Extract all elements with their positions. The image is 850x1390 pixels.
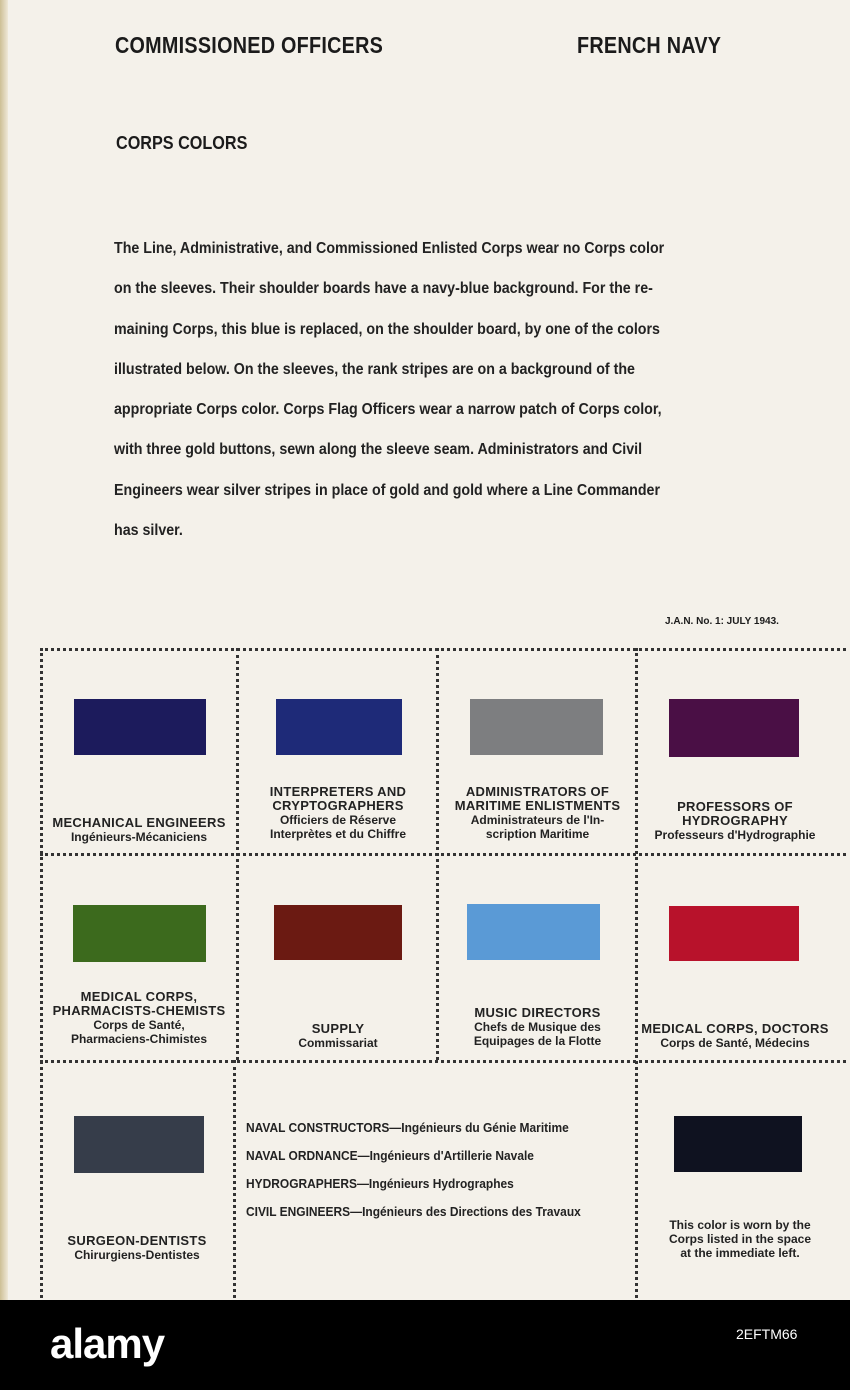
grid-line: [233, 1060, 236, 1298]
label-fr: Professeurs d'Hydrographie: [654, 828, 816, 842]
color-swatch-administrators: [470, 699, 603, 755]
intro-paragraph: [114, 229, 737, 551]
label-en: MEDICAL CORPS,: [80, 989, 198, 1004]
label-fr: Equipages de la Flotte: [473, 1034, 602, 1048]
label-professors-hydrography: [640, 800, 830, 842]
page-title-left: COMMISSIONED OFFICERS: [115, 32, 384, 58]
label-en: SUPPLY: [311, 1021, 365, 1036]
label-fr: Pharmaciens-Chimistes: [70, 1032, 208, 1046]
grid-line: [40, 648, 846, 651]
intro-line: Engineers wear silver stripes in place of gold and gold where a Line Commander: [114, 481, 661, 499]
label-en: MEDICAL CORPS, DOCTORS: [641, 1021, 829, 1036]
section-title: CORPS COLORS: [116, 133, 248, 153]
label-mechanical-engineers: [44, 816, 234, 844]
label-fr: Corps de Santé,: [93, 1018, 185, 1032]
label-en: PROFESSORS OF: [677, 799, 793, 814]
label-pharmacists: [42, 990, 236, 1046]
label-en: ADMINISTRATORS OF: [465, 784, 610, 799]
color-swatch-pharmacists: [73, 905, 206, 962]
watermark-footer: [0, 1300, 850, 1390]
color-swatch-surgeon-dentists: [74, 1116, 204, 1173]
color-swatch-interpreters: [276, 699, 402, 755]
color-swatch-doctors: [669, 906, 799, 961]
color-swatch-engineering-corps: [674, 1116, 802, 1172]
note-line: This color is worn by the: [669, 1218, 811, 1232]
label-fr: Chefs de Musique des: [474, 1020, 601, 1034]
stock-id: 2EFTM66: [736, 1326, 798, 1342]
grid-line: [635, 648, 638, 1298]
label-music-directors: [440, 1006, 635, 1048]
list-item: CIVIL ENGINEERS—Ingénieurs des Directions des Travaux: [246, 1204, 581, 1219]
corps-list: [246, 1114, 581, 1226]
list-item: NAVAL CONSTRUCTORS—Ingénieurs du Génie Maritime: [246, 1120, 569, 1135]
label-en: PHARMACISTS-CHEMISTS: [52, 1003, 226, 1018]
color-swatch-music-directors: [467, 904, 600, 960]
label-en: MECHANICAL ENGINEERS: [52, 815, 226, 830]
label-fr: Chirurgiens-Dentistes: [74, 1248, 200, 1262]
label-interpreters: [240, 785, 436, 841]
corps-color-grid: [40, 648, 846, 1298]
intro-line: maining Corps, this blue is replaced, on the shoulder board, by one of the colors: [114, 320, 660, 338]
label-fr: Commissariat: [298, 1036, 378, 1050]
page-spine: [0, 0, 8, 1300]
grid-line: [40, 648, 43, 1298]
page-title-right: FRENCH NAVY: [577, 32, 722, 58]
label-en: CRYPTOGRAPHERS: [272, 798, 404, 813]
intro-line: on the sleeves. Their shoulder boards have a navy-blue background. For the re-: [114, 280, 653, 298]
intro-line: illustrated below. On the sleeves, the rank stripes are on a background of the: [114, 360, 635, 378]
label-en: HYDROGRAPHY: [682, 813, 788, 828]
intro-line: with three gold buttons, sewn along the sleeve seam. Administrators and Civil: [114, 441, 643, 459]
label-en: MUSIC DIRECTORS: [474, 1005, 601, 1020]
grid-line: [236, 648, 239, 1060]
label-en: MARITIME ENLISTMENTS: [454, 798, 621, 813]
source-note: J.A.N. No. 1: JULY 1943.: [665, 616, 779, 627]
grid-line: [436, 648, 439, 1060]
grid-line: [40, 853, 846, 856]
label-administrators: [440, 785, 635, 841]
label-en: SURGEON-DENTISTS: [67, 1233, 207, 1248]
note-line: at the immediate left.: [680, 1246, 800, 1260]
label-fr: Officiers de Réserve: [279, 813, 397, 827]
label-fr: Interprètes et du Chiffre: [269, 827, 407, 841]
label-fr: Administrateurs de l'In-: [470, 813, 605, 827]
note-line: Corps listed in the space: [668, 1232, 812, 1246]
intro-line: appropriate Corps color. Corps Flag Officers wear a narrow patch of Corps color,: [114, 401, 662, 419]
label-fr: Ingénieurs-Mécaniciens: [70, 830, 208, 844]
label-supply: [240, 1022, 436, 1050]
intro-line: has silver.: [114, 522, 183, 540]
label-fr: Corps de Santé, Médecins: [660, 1036, 810, 1050]
color-swatch-supply: [274, 905, 402, 960]
grid-line: [40, 1060, 846, 1063]
color-note: [660, 1218, 820, 1260]
list-item: NAVAL ORDNANCE—Ingénieurs d'Artillerie Navale: [246, 1148, 534, 1163]
intro-line: The Line, Administrative, and Commissioned Enlisted Corps wear no Corps color: [114, 240, 665, 257]
label-surgeon-dentists: [42, 1234, 232, 1262]
label-doctors: [640, 1022, 830, 1050]
label-en: INTERPRETERS AND: [269, 784, 407, 799]
label-fr: scription Maritime: [485, 827, 590, 841]
alamy-logo: alamy: [50, 1320, 165, 1367]
list-item: HYDROGRAPHERS—Ingénieurs Hydrographes: [246, 1176, 514, 1191]
color-swatch-mechanical-engineers: [74, 699, 206, 755]
color-swatch-professors-hydrography: [669, 699, 799, 757]
